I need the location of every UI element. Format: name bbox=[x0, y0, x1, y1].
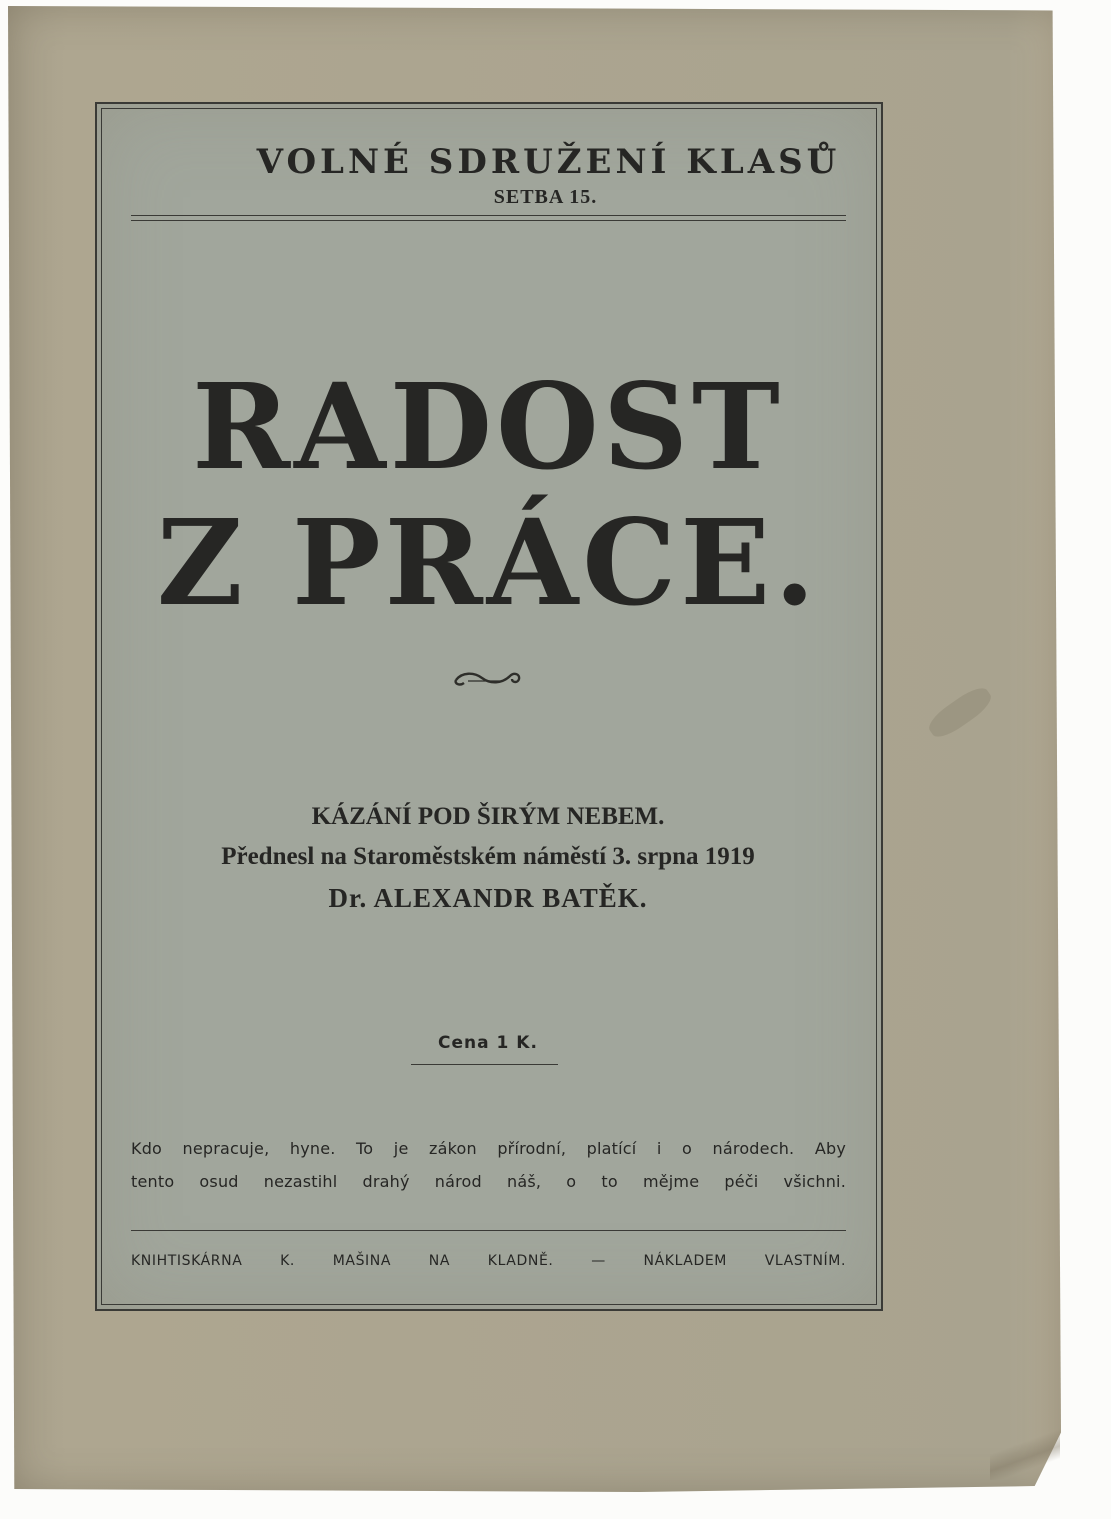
subtitle: KÁZÁNÍ POD ŠIRÝM NEBEM. bbox=[311, 803, 665, 830]
header-rule-bottom bbox=[131, 220, 846, 221]
series-title: VOLNÉ SDRUŽENÍ KLASŮ bbox=[256, 142, 841, 182]
series-number: SETBA 15. bbox=[493, 186, 598, 208]
footer-rule bbox=[131, 1230, 846, 1231]
header-rule-top bbox=[131, 215, 846, 216]
scroll-ornament-icon bbox=[452, 666, 524, 690]
motto-line-2: tento osud nezastihl drahý národ náš, o to mějme péči všichni. bbox=[131, 1172, 846, 1191]
price-underline bbox=[411, 1064, 558, 1065]
paper-crease bbox=[990, 1420, 1060, 1480]
motto-line-1: Kdo nepracuje, hyne. To je zákon přírodní, platící i o národech. Aby bbox=[131, 1139, 846, 1158]
delivery-line: Přednesl na Staroměstském náměstí 3. srpna 1919 bbox=[221, 843, 755, 870]
main-title-line-2: Z PRÁCE. bbox=[156, 493, 820, 632]
printer-imprint: KNIHTISKÁRNA K. MAŠINA NA KLADNĚ. — NÁKLADEM VLASTNÍM. bbox=[131, 1253, 846, 1269]
author-name: Dr. ALEXANDR BATĚK. bbox=[328, 883, 648, 913]
price-label: Cena 1 K. bbox=[438, 1033, 538, 1053]
inner-frame-border bbox=[101, 108, 877, 1305]
main-title-line-1: RADOST bbox=[192, 357, 784, 496]
